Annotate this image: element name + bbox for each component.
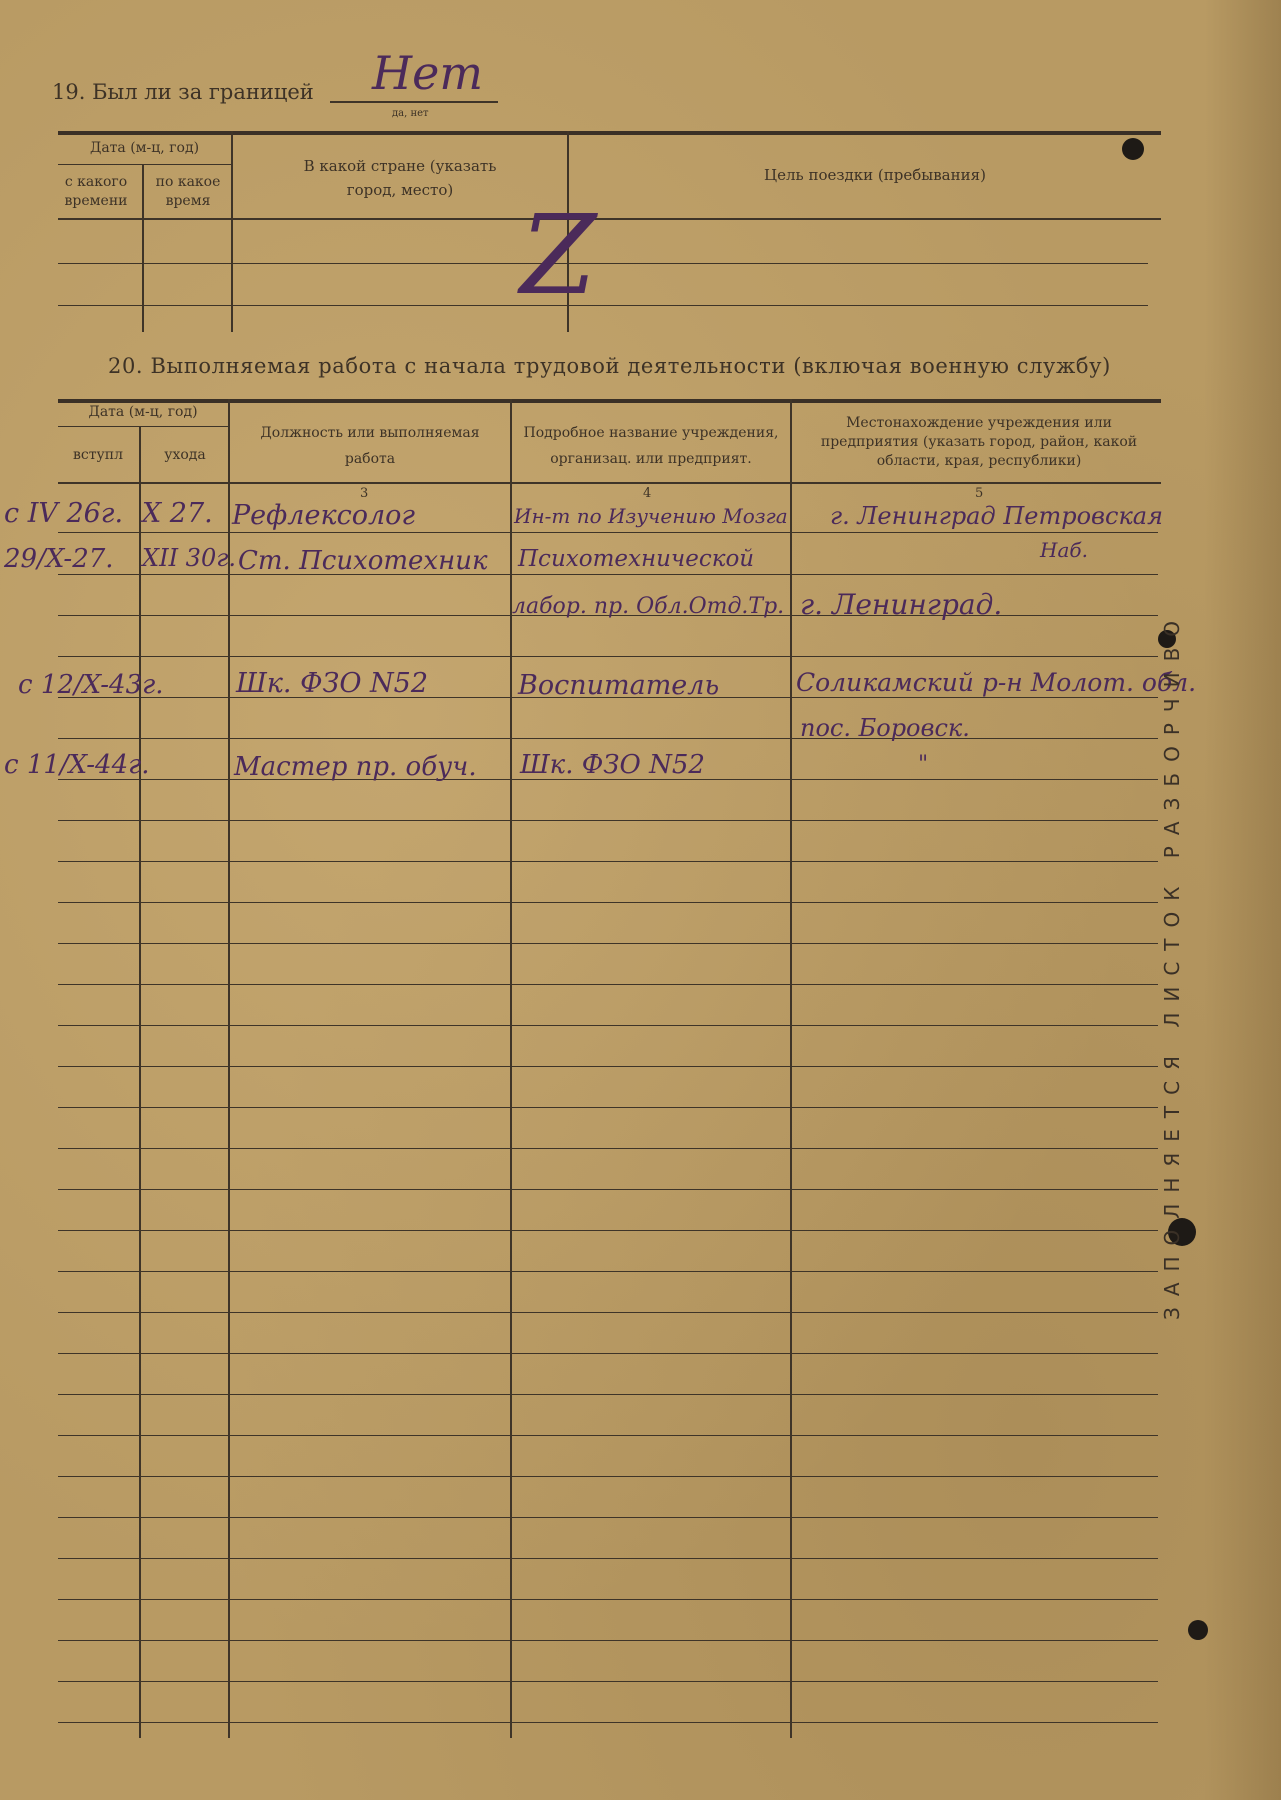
row1-entry: с IV 26г.	[4, 498, 124, 529]
row3-exit: XII 30г.	[142, 544, 236, 572]
row3-position: Ст. Психотехник	[238, 546, 488, 576]
rule-line	[58, 1640, 1158, 1641]
q20-vline-2	[228, 399, 230, 1738]
rule-line	[58, 984, 1158, 985]
row7-institution: Шк. ФЗО N52	[520, 750, 705, 780]
row3-entry: 29/X-27.	[4, 544, 114, 574]
row6-location: пос. Боровск.	[800, 714, 970, 742]
q19-vline-2	[231, 131, 233, 332]
binder-hole	[1122, 138, 1144, 160]
rule-line	[58, 1435, 1158, 1436]
q19-row-line-2	[58, 305, 1148, 306]
q20-colnum-3: 3	[360, 486, 369, 501]
q20-table-top	[58, 399, 1161, 403]
q19-answer: Нет	[372, 46, 483, 100]
rule-line	[58, 1517, 1158, 1518]
q20-vline-1	[139, 426, 141, 1738]
row1-location: г. Ленинград Петровская	[830, 502, 1163, 530]
q19-dash-mark: Z	[520, 191, 597, 319]
q19-header-country: В какой стране (указать город, место)	[303, 157, 497, 199]
row1-exit: X 27.	[142, 498, 213, 529]
q20-header-exit: ухода	[164, 447, 206, 463]
row7-location: "	[918, 752, 929, 777]
q20-header-institution: Подробное название учреждения, организац. или предприят.	[523, 425, 779, 467]
rule-line	[58, 1353, 1158, 1354]
rule-line	[58, 1394, 1158, 1395]
q20-colnum-4: 4	[643, 486, 652, 501]
rule-line	[58, 1558, 1158, 1559]
row5-location: Соликамский р-н Молот. обл.	[796, 668, 1197, 697]
rule-line	[58, 1681, 1158, 1682]
rule-line	[58, 1599, 1158, 1600]
rule-line	[58, 1476, 1158, 1477]
side-instruction-label: ЗАПОЛНЯЕТСЯ ЛИСТОК РАЗБОРЧИВО	[1160, 609, 1184, 1320]
rule-line	[58, 738, 1158, 739]
q20-header-entry: вступл	[73, 447, 123, 463]
q19-header-to: по какое время	[155, 174, 221, 209]
rule-line	[58, 1230, 1158, 1231]
rule-line	[58, 1148, 1158, 1149]
row1-position: Рефлексолог	[232, 500, 416, 531]
rule-line	[58, 861, 1158, 862]
row3-institution: Психотехнической	[518, 546, 755, 572]
rule-line	[58, 656, 1158, 657]
rule-line	[58, 1271, 1158, 1272]
rule-line	[58, 1189, 1158, 1190]
rule-line	[58, 902, 1158, 903]
rule-line	[58, 574, 1158, 575]
rule-line	[58, 1066, 1158, 1067]
q20-colnum-5: 5	[975, 486, 984, 501]
q19-row-line-1	[58, 263, 1148, 264]
q19-answer-line	[330, 101, 498, 103]
rule-line	[58, 1107, 1158, 1108]
binder-hole	[1188, 1620, 1208, 1640]
q20-date-divider	[58, 426, 228, 427]
rule-line	[58, 820, 1158, 821]
q19-date-divider	[58, 164, 233, 165]
rule-line	[58, 943, 1158, 944]
q20-header-position: Должность или выполняемая работа	[260, 425, 480, 467]
q19-label: 19. Был ли за границей	[52, 80, 314, 104]
rule-line	[58, 532, 1158, 533]
q20-vline-4	[790, 399, 792, 1738]
rule-line	[58, 1722, 1158, 1723]
row4-location: г. Ленинград.	[800, 588, 1003, 621]
q20-header-location: Местонахождение учреждения или предприятия (указать город, район, какой области, края, республики)	[820, 415, 1138, 469]
q20-header-date: Дата (м-ц, год)	[88, 404, 198, 420]
row1-institution: Ин-т по Изучению Мозга	[514, 504, 788, 528]
row2-location: Наб.	[1040, 538, 1088, 562]
q19-header-purpose: Цель поездки (пребывания)	[764, 166, 986, 184]
q19-header-divider	[58, 218, 1161, 220]
rule-line	[58, 1025, 1158, 1026]
row5-position: Шк. ФЗО N52	[236, 668, 429, 699]
rule-line	[58, 1312, 1158, 1313]
q19-header-from: с какого времени	[64, 174, 128, 209]
q19-answer-hint: да, нет	[392, 108, 429, 119]
q19-header-date: Дата (м-ц, год)	[89, 140, 200, 156]
row5-institution: Воспитатель	[518, 670, 720, 701]
q20-title: 20. Выполняемая работа с начала трудовой деятельности (включая военную службу)	[108, 354, 1111, 378]
row7-entry: с 11/X-44г.	[4, 750, 150, 780]
q20-header-divider	[58, 482, 1161, 484]
row4-institution: лабор. пр. Обл.Отд.Тр.	[512, 594, 785, 619]
row5-entry: с 12/X-43г.	[18, 670, 164, 700]
q19-table-top	[58, 131, 1161, 135]
row7-position: Мастер пр. обуч.	[234, 752, 477, 782]
